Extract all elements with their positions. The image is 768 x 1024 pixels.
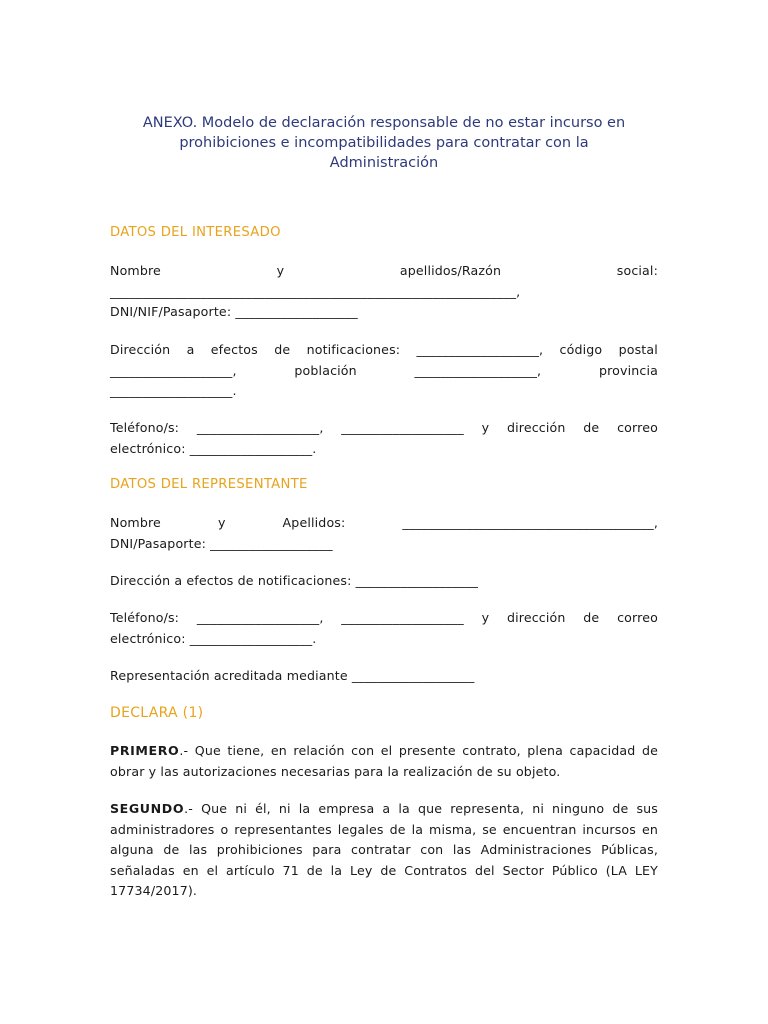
clause-text: .- Que tiene, en relación con el presente contrato, plena capacidad de obrar y las autorizaciones necesarias para la realización de su objeto.	[110, 743, 658, 779]
word: efectos	[210, 342, 258, 357]
interesado-nombre-field	[110, 261, 658, 323]
text-line: electrónico: ___________________.	[110, 630, 317, 646]
section-heading-representante: DATOS DEL REPRESENTANTE	[110, 477, 308, 492]
word: de	[583, 610, 600, 625]
text-line: electrónico: ___________________.	[110, 440, 317, 456]
word: y	[217, 515, 226, 530]
clause-label: SEGUNDO	[110, 801, 185, 816]
title-prefix: ANEXO.	[142, 115, 198, 131]
interesado-telefono-field	[110, 418, 658, 459]
interesado-direccion-field	[110, 340, 658, 402]
section-heading-interesado: DATOS DEL INTERESADO	[110, 225, 281, 240]
word: de	[274, 342, 291, 357]
word: notificaciones:	[306, 342, 401, 357]
word: social:	[616, 263, 658, 278]
word: Nombre	[110, 263, 161, 278]
title-line-3: Administración	[329, 155, 439, 171]
representante-acreditacion-field: Representación acreditada mediante ___________________	[110, 668, 475, 683]
document-title	[110, 113, 658, 173]
blank-line: _______________________________________,	[402, 515, 658, 530]
word: ___________________,	[196, 420, 324, 435]
word: código	[559, 342, 603, 357]
blank-line: ___________________,	[414, 362, 542, 378]
representante-direccion-field: Dirección a efectos de notificaciones: ___________________	[110, 573, 479, 588]
word: Teléfono/s:	[110, 420, 180, 435]
clause-segundo	[110, 799, 658, 902]
clause-label: PRIMERO	[110, 743, 180, 758]
word: y	[481, 610, 490, 625]
word: dirección	[506, 420, 566, 435]
clause-primero	[110, 741, 658, 782]
word: ___________________	[341, 610, 464, 625]
word: población	[294, 362, 357, 378]
word: Dirección	[110, 342, 171, 357]
word: Teléfono/s:	[110, 610, 180, 625]
word: ___________________,	[416, 342, 544, 357]
blank-line: _______________________________________________________________,	[110, 283, 521, 299]
word: Apellidos:	[282, 515, 346, 530]
representante-dni-field: DNI/Pasaporte: ___________________	[110, 535, 333, 551]
word: apellidos/Razón	[399, 263, 502, 278]
blank-line: ___________________.	[110, 383, 237, 398]
blank-line: ___________________,	[110, 362, 237, 378]
word: correo	[617, 610, 658, 625]
word: y	[276, 263, 285, 278]
word: provincia	[598, 362, 658, 378]
section-heading-declara: DECLARA (1)	[110, 705, 204, 721]
word: correo	[617, 420, 658, 435]
representante-nombre-field	[110, 513, 658, 554]
word: a	[186, 342, 195, 357]
word: ___________________	[341, 420, 464, 435]
word: y	[481, 420, 490, 435]
interesado-dni-field: DNI/NIF/Pasaporte: ___________________	[110, 304, 358, 319]
title-line-1: Modelo de declaración responsable de no estar incurso en	[197, 115, 626, 131]
word: dirección	[506, 610, 566, 625]
word: ___________________,	[196, 610, 324, 625]
word: Nombre	[110, 515, 161, 530]
word: postal	[618, 342, 658, 357]
clause-text: .- Que ni él, ni la empresa a la que representa, ni ninguno de sus administradores o representantes legales de la misma, se encuentran incursos en alguna de las prohibiciones para contratar con las Administraciones Públicas, señaladas en el artículo 71 de la Ley de Contratos del Sector Público (LA LEY 17734/2017).	[110, 801, 658, 898]
representante-telefono-field	[110, 608, 658, 649]
word: de	[583, 420, 600, 435]
title-line-2: prohibiciones e incompatibilidades para contratar con la	[179, 135, 589, 151]
